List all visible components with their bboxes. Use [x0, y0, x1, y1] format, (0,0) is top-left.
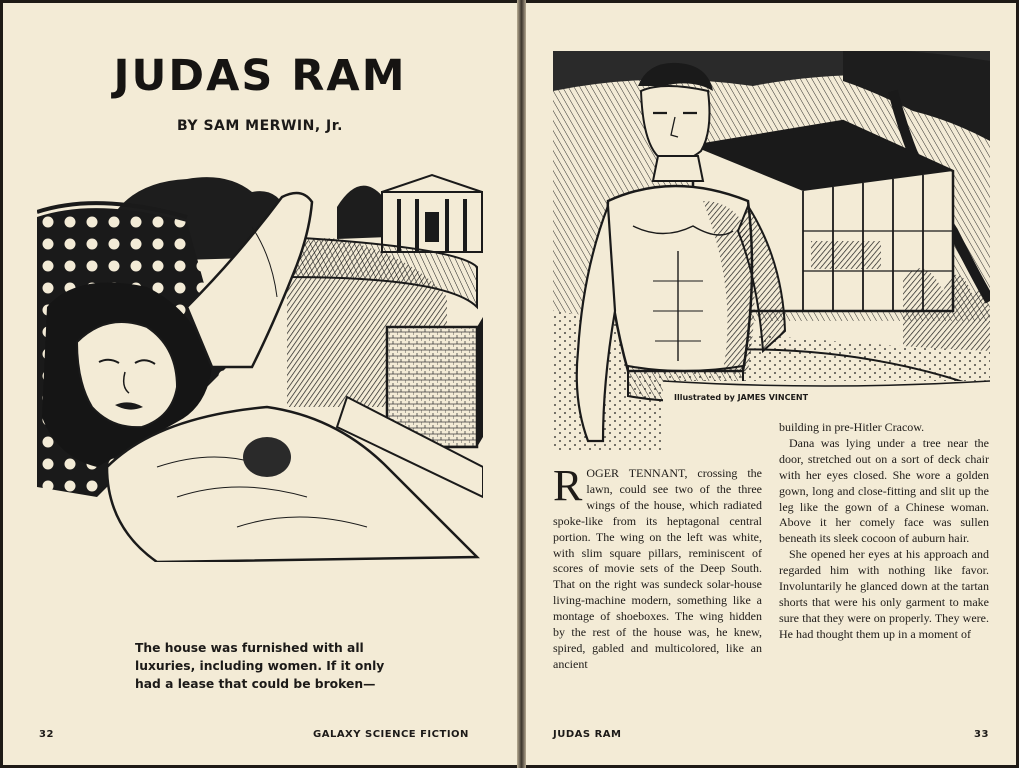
reclining-woman-illustration — [37, 167, 483, 562]
text-column-left — [553, 461, 762, 673]
story-title: JUDAS RAM — [113, 51, 407, 101]
text-column-right — [779, 420, 989, 643]
illustration-credit: Illustrated by JAMES VINCENT — [674, 393, 809, 402]
right-page — [526, 3, 1016, 765]
drop-cap: R — [553, 461, 583, 510]
running-head-left: GALAXY SCIENCE FICTION — [313, 729, 469, 740]
book-gutter — [517, 0, 526, 768]
story-blurb: The house was furnished with all luxuries, including women. If it only had a lease that could be broken— — [135, 641, 385, 691]
shirtless-man-illustration — [553, 51, 990, 451]
paragraph-3: She opened her eyes at his approach and regarded him with nothing like favor. Involuntarily he glanced down at the tartan shorts that were his only garment to make sure that they were on properly. They were. He had thought them up in a moment of — [779, 547, 989, 641]
left-page — [3, 3, 517, 765]
paragraph-1-continued: building in pre-Hitler Cracow. — [779, 420, 925, 434]
page-number-left: 32 — [39, 729, 54, 740]
page-number-right: 33 — [974, 729, 989, 740]
author-byline: BY SAM MERWIN, Jr. — [177, 118, 343, 134]
paragraph-1: ROGER TENNANT, crossing the lawn, could see two of the three wings of the house, which radiated spoke-like from its heptagonal central portion. The wing on the left was white, with slim square pillars, reminiscent of scores of movie sets of the Deep South. That on the right was sundeck solar-house living-machine modern, something like a montage of shoeboxes. The wing hidden by the rest of the house was, he knew, spired, gabled and multicolored, like an ancient — [553, 461, 762, 671]
running-head-right: JUDAS RAM — [553, 729, 622, 740]
paragraph-2: Dana was lying under a tree near the door, stretched out on a sort of deck chair with her eyes closed. She wore a golden gown, long and close-fitting and slit up the leg like the gown of a Chinese woman. Above it her comely face was sullen beneath its sleek cocoon of auburn hair. — [779, 435, 989, 546]
